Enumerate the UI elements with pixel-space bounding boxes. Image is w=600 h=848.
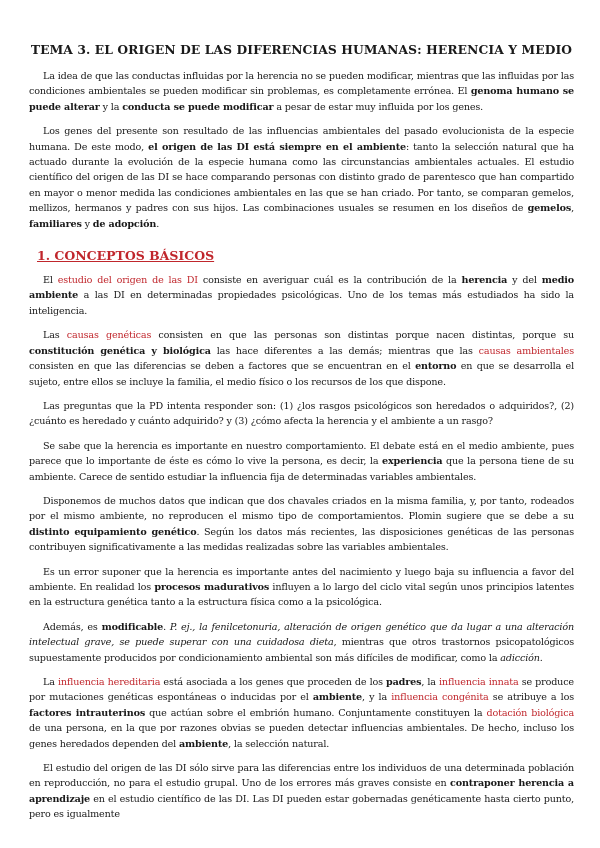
- paragraph-8: Es un error suponer que la herencia es importante antes del nacimiento y luego baja su influencia a favor del ambiente. En realidad los procesos madurativos influyen a lo largo del ciclo vital según unos principios latentes en la estructura genética tanto a la estructura física como a la psicológica.: [29, 566, 574, 609]
- paragraph-6: Se sabe que la herencia es importante en nuestro comportamiento. El debate está en el medio ambiente, pues parece que lo importante de éste es cómo lo vive la persona, es decir, la experiencia que la persona tiene de su ambiente. Carece de sentido estudiar la influencia fija de determinadas variables ambientales.: [29, 440, 574, 483]
- section-heading: 1. CONCEPTOS BÁSICOS: [37, 248, 215, 264]
- paragraph-11: El estudio del origen de las DI sólo sirve para las diferencias entre los individuos de una determinada población en reproducción, no para el estudio grupal. Uno de los errores más graves consiste en contraponer herencia a aprendizaje en el estudio científico de las DI. Las DI pueden estar gobernadas genéticamente hasta cierto punto, pero es igualmente: [29, 763, 575, 821]
- paragraph-9: Además, es modificable. P. ej., la fenilcetonuria, alteración de origen genético que da lugar a una alteración intelectual grave, se puede superar con una cuidadosa dieta, mientras que otros trastornos psicopatológicos supuestamente producidos por condicionamiento ambiental son más difíciles de modificar, como la adicción.: [29, 621, 574, 664]
- document-title: TEMA 3. EL ORIGEN DE LAS DIFERENCIAS HUMANAS: HERENCIA Y MEDIO: [30, 42, 573, 57]
- paragraph-5: Las preguntas que la PD intenta responder son: (1) ¿los rasgos psicológicos son heredados o adquiridos?, (2) ¿cuánto es heredado y cuánto adquirido? y (3) ¿cómo afecta la herencia y el ambiente a un rasgo?: [29, 400, 574, 428]
- paragraph-3: El estudio del origen de las DI consiste en averiguar cuál es la contribución de la herencia y del medio ambiente a las DI en determinadas propiedades psicológicas. Uno de los temas más estudiados ha sido la inteligencia.: [29, 275, 575, 317]
- paragraph-2: Los genes del presente son resultado de las influencias ambientales del pasado evolucionista de la especie humana. De este modo, el origen de las DI está siempre en el ambiente: tanto la selección natural que ha actuado durante la evolución de la especie humana como las circunstancias ambientales actuales. El estudio científico del origen de las DI se hace comparando personas con distinto grado de parentesco que han compartido en mayor o menor medida las condiciones ambientales en las que se han criado. Por tanto, se comparan gemelos, mellizos, hermanos y padres con sus hijos. Las combinaciones usuales se resumen en los diseños de gemelos, familiares y de adopción.: [29, 126, 574, 230]
- paragraph-4: Las causas genéticas consisten en que las personas son distintas porque nacen distintas, porque su constitución genética y biológica las hace diferentes a las demás; mientras que las causas ambientales consisten en que las diferencias se deben a factores que se encuentran en el entorno en que se desarrolla el sujeto, entre ellos se incluye la familia, el medio físico o los recursos de los que dispone.: [29, 330, 575, 388]
- paragraph-7: Disponemos de muchos datos que indican que dos chavales criados en la misma familia, y, por tanto, rodeados por el mismo ambiente, no reproducen el mismo tipo de comportamientos. Plomin sugiere que se debe a su distinto equipamiento genético. Según los datos más recientes, las disposiciones genéticas de las personas contribuyen significativamente a las medidas realizadas sobre las variables ambientales.: [29, 495, 574, 554]
- paragraph-10: La influencia hereditaria está asociada a los genes que proceden de los padres, la influencia innata se produce por mutaciones genéticas espontáneas o inducidas por el ambiente, y la influencia congénita se atribuye a los factores intrauterinos que actúan sobre el embrión humano. Conjuntamente constituyen la dotación biológica de una persona, en la que por razones obvias se pueden detectar influencias ambientales. De hecho, incluso los genes heredados dependen del ambiente, la selección natural.: [29, 677, 575, 750]
- paragraph-1: La idea de que las conductas influidas por la herencia no se pueden modificar, mientras que las influidas por las condiciones ambientales se pueden modificar sin problemas, es completamente errónea. El genoma humano se puede alterar y la conducta se puede modificar a pesar de estar muy influida por los genes.: [29, 71, 574, 113]
